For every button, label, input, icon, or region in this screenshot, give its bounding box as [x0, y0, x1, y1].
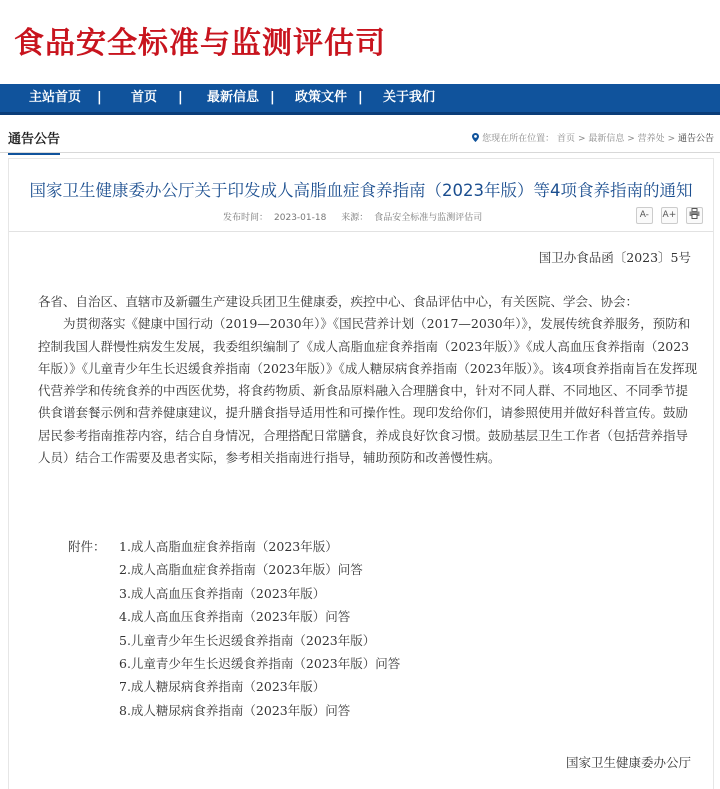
- article-source: 食品安全标准与监测评估司: [374, 213, 483, 223]
- nav-item-main-site[interactable]: 主站首页: [29, 90, 82, 105]
- salutation: 各省、自治区、直辖市及新疆生产建设兵团卫生健康委，疾控中心、食品评估中心，有关医院、学会、协会：: [38, 294, 639, 309]
- breadcrumb-item-home[interactable]: 首页: [557, 134, 576, 144]
- attachment-link[interactable]: 2.成人高脂血症食养指南（2023年版）问答: [119, 562, 363, 578]
- attachments-label: 附件：: [68, 539, 106, 554]
- print-button[interactable]: [686, 207, 703, 224]
- nav-item-about[interactable]: 关于我们: [383, 90, 436, 105]
- nav-separator: |: [358, 90, 363, 105]
- site-title[interactable]: 食品安全标准与监测评估司: [14, 26, 386, 61]
- main-nav: [0, 84, 720, 115]
- nav-item-policy[interactable]: 政策文件: [295, 90, 348, 105]
- attachment-link[interactable]: 4.成人高血压食养指南（2023年版）问答: [119, 609, 351, 625]
- font-larger-button[interactable]: A+: [661, 207, 678, 224]
- attachment-link[interactable]: 6.儿童青少年生长迟缓食养指南（2023年版）问答: [119, 656, 401, 672]
- document-number: 国卫办食品函〔2023〕5号: [538, 250, 691, 265]
- location-pin-icon: [472, 133, 479, 142]
- publish-label: 发布时间：: [223, 213, 269, 223]
- breadcrumb-separator: >: [667, 134, 676, 144]
- attachment-link[interactable]: 7.成人糖尿病食养指南（2023年版）: [119, 679, 326, 695]
- signer: 国家卫生健康委办公厅: [565, 755, 691, 770]
- source-label: 来源：: [341, 213, 369, 223]
- article-panel: [8, 158, 714, 789]
- breadcrumb-prefix: 您现在所在位置：: [482, 134, 555, 144]
- article-tools: [633, 207, 703, 226]
- font-smaller-button[interactable]: A-: [636, 207, 653, 224]
- attachment-link[interactable]: 3.成人高血压食养指南（2023年版）: [119, 585, 326, 601]
- breadcrumb-item-nutrition[interactable]: 营养处: [637, 134, 665, 144]
- breadcrumb-separator: >: [577, 134, 586, 144]
- body-paragraph: 为贯彻落实《健康中国行动（2019—2030年）》《国民营养计划（2017—2030年）》，发展传统食养服务，预防和控制我国人群慢性病发生发展，我委组织编制了《成人高脂血症食养指南（2023年版）》《成人高血压食养指南（2023年版）》《儿童青少年生长迟缓食养指南（2023年版）》《成人糖尿病食养指南（2023年版）》。该4项食养指南旨在发挥现代营养学和传统食养的中西医优势，将食药物质、新食品原料融入合理膳食中，针对不同人群、不同地区、不同季节提供食谱套餐示例和营养健康建议，提升膳食指导适用性和可操作性。现印发给你们，请参照使用并做好科普宣传。鼓励居民参考指南推荐内容，结合自身情况，合理搭配日常膳食，养成良好饮食习惯。鼓励基层卫生工作者（包括营养指导人员）结合工作需要及患者实际，参考相关指南进行指导，辅助预防和改善慢性病。: [38, 316, 698, 466]
- breadcrumb: [472, 131, 714, 144]
- attachment-link[interactable]: 5.儿童青少年生长迟缓食养指南（2023年版）: [119, 632, 376, 648]
- nav-item-home[interactable]: 首页: [131, 90, 158, 105]
- nav-separator: |: [97, 90, 102, 105]
- publish-date: 2023-01-18: [274, 213, 327, 223]
- title-divider: [9, 231, 713, 232]
- nav-separator: |: [270, 90, 275, 105]
- attachment-list: [68, 535, 400, 722]
- printer-icon: [689, 208, 700, 219]
- nav-separator: |: [178, 90, 183, 105]
- breadcrumb-separator: >: [627, 134, 635, 144]
- nav-item-latest[interactable]: 最新信息: [207, 90, 260, 105]
- attachment-link[interactable]: 8.成人糖尿病食养指南（2023年版）问答: [119, 702, 351, 718]
- breadcrumb-item-latest[interactable]: 最新信息: [588, 134, 625, 144]
- article-title: 国家卫生健康委办公厅关于印发成人高脂血症食养指南（2023年版）等4项食养指南的通知: [29, 181, 693, 200]
- article-meta: [223, 210, 494, 223]
- article-body: [38, 291, 698, 469]
- section-title: 通告公告: [8, 128, 60, 155]
- attachment-link[interactable]: 1.成人高脂血症食养指南（2023年版）: [119, 539, 338, 554]
- breadcrumb-item-current[interactable]: 通告公告: [677, 134, 714, 144]
- breadcrumb-bar: [0, 122, 720, 153]
- site-header: [0, 0, 720, 80]
